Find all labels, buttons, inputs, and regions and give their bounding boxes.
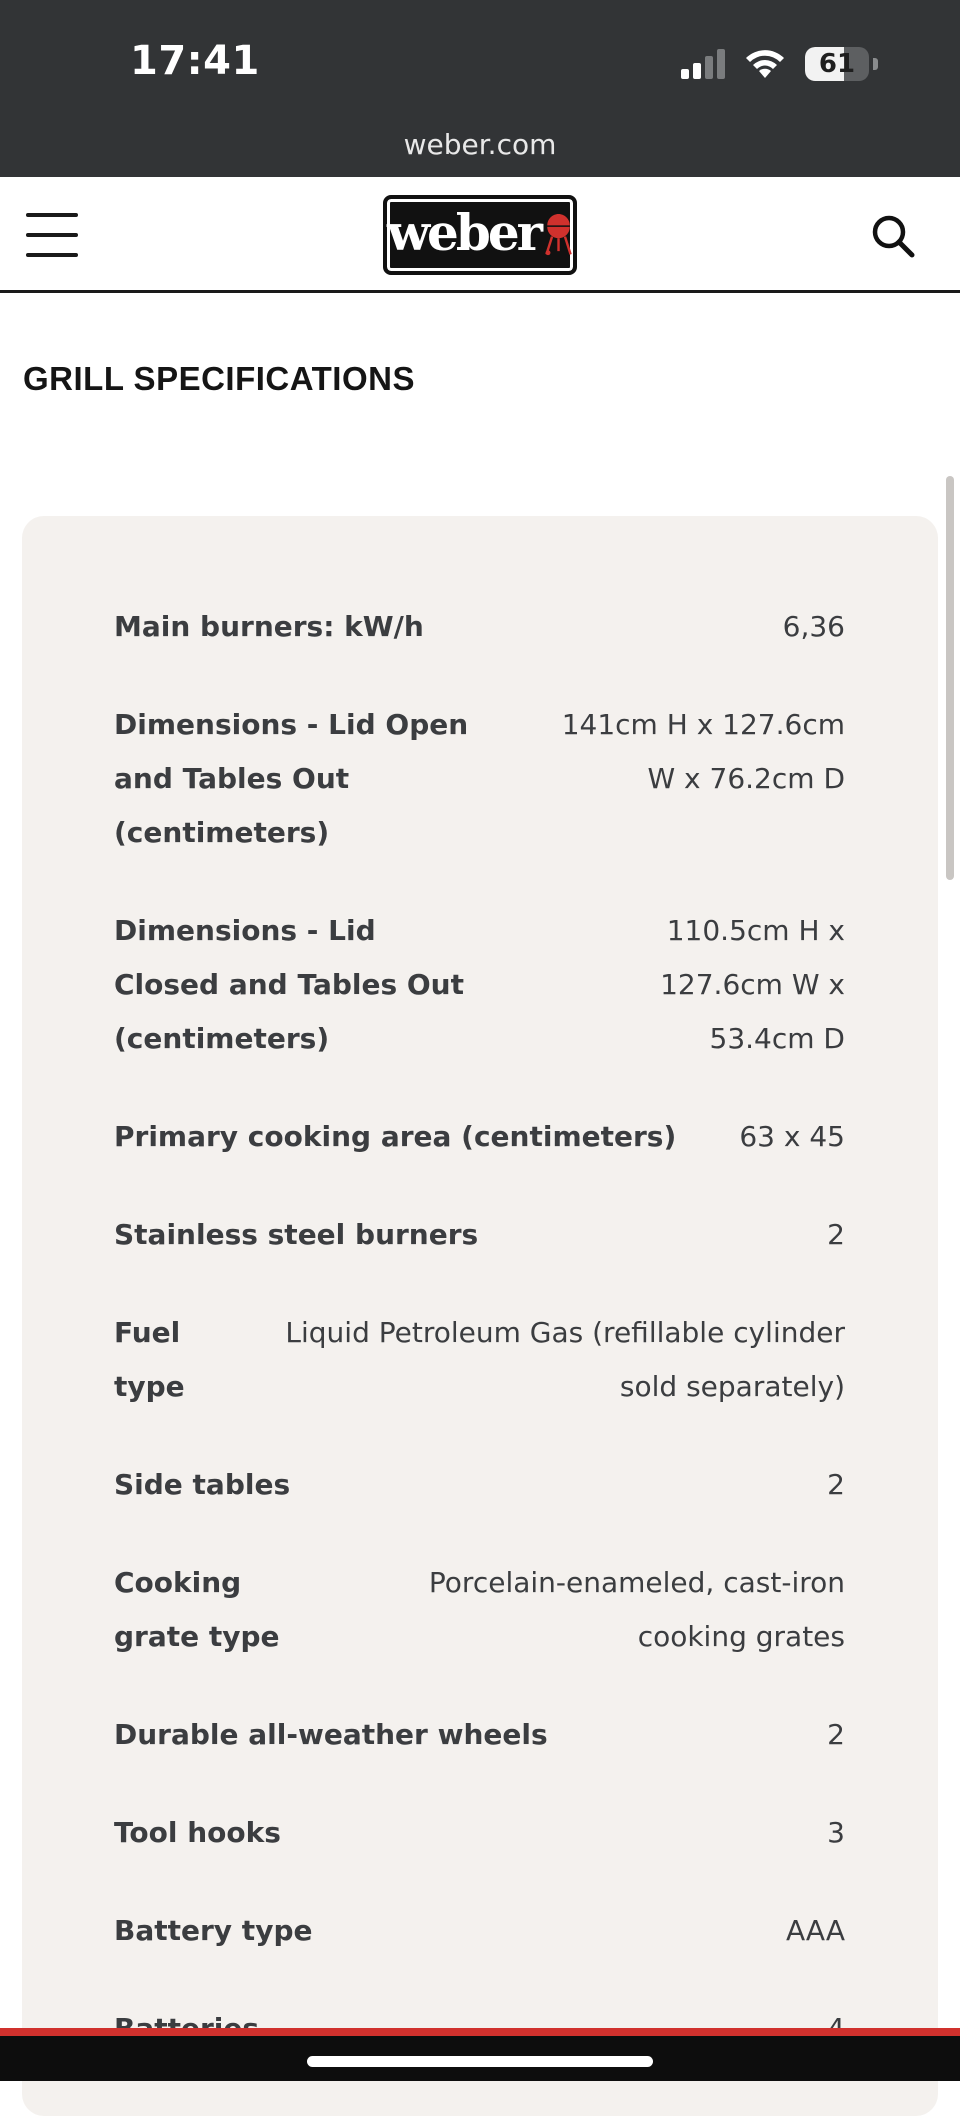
spec-value: Porcelain-enameled, cast-iron cooking grates	[428, 1566, 845, 1653]
spec-label: Cooking grate type	[114, 1566, 280, 1653]
spec-row	[114, 1306, 845, 1414]
spec-value: 2	[827, 1718, 845, 1751]
spec-label: Battery type	[114, 1914, 313, 1947]
kettle-grill-icon	[544, 209, 573, 261]
wifi-icon	[743, 48, 787, 80]
spec-row	[114, 1556, 845, 1664]
spec-row	[114, 904, 845, 1066]
spec-value: 6,36	[782, 610, 845, 643]
spec-value: 2	[827, 1468, 845, 1501]
url-bar[interactable]: weber.com	[403, 128, 557, 161]
spec-row	[114, 1458, 845, 1512]
accent-bar	[0, 2028, 960, 2036]
battery-level: 61	[818, 49, 856, 79]
spec-value: 141cm H x 127.6cm W x 76.2cm D	[561, 708, 845, 795]
status-icons	[681, 44, 878, 84]
specs-list	[114, 600, 845, 2100]
spec-label: Dimensions - Lid Closed and Tables Out (centimeters)	[114, 914, 464, 1055]
spec-label: Durable all-weather wheels	[114, 1718, 548, 1751]
browser-chrome	[0, 0, 960, 177]
spec-value: 3	[827, 1816, 845, 1849]
menu-line	[26, 233, 78, 237]
spec-value: 63 x 45	[739, 1120, 845, 1153]
spec-row	[114, 600, 845, 654]
spec-label: Dimensions - Lid Open and Tables Out (centimeters)	[114, 708, 469, 849]
home-area	[0, 2036, 960, 2081]
spec-label: Primary cooking area (centimeters)	[114, 1120, 677, 1153]
spec-row	[114, 1708, 845, 1762]
page-title: GRILL SPECIFICATIONS	[23, 360, 415, 397]
spec-row	[114, 1904, 845, 1958]
spec-row	[114, 1806, 845, 1860]
weber-logo[interactable]	[383, 195, 577, 275]
menu-line	[26, 253, 78, 257]
spec-value: 110.5cm H x 127.6cm W x 53.4cm D	[660, 914, 845, 1055]
spec-label: Fuel type	[114, 1316, 185, 1403]
home-indicator[interactable]	[307, 2056, 653, 2067]
menu-line	[26, 213, 78, 217]
battery-icon	[805, 47, 869, 81]
battery-nub	[873, 58, 878, 70]
spec-label: Main burners: kW/h	[114, 610, 424, 643]
spec-label: Tool hooks	[114, 1816, 281, 1849]
spec-row	[114, 1208, 845, 1262]
status-time: 17:41	[130, 38, 260, 84]
spec-value: Liquid Petroleum Gas (refillable cylinder sold separately)	[285, 1316, 845, 1403]
logo-text: weber	[387, 203, 540, 262]
search-icon[interactable]	[870, 213, 916, 259]
cellular-signal-icon	[681, 49, 725, 79]
site-header	[0, 177, 960, 293]
spec-row	[114, 1110, 845, 1164]
spec-value: AAA	[785, 1914, 845, 1947]
hamburger-menu-icon[interactable]	[26, 213, 78, 257]
spec-label: Stainless steel burners	[114, 1218, 479, 1251]
spec-row	[114, 698, 845, 860]
specs-card	[22, 516, 938, 2116]
page-scrollbar[interactable]	[946, 476, 954, 880]
spec-value: 2	[827, 1218, 845, 1251]
spec-label: Side tables	[114, 1468, 291, 1501]
